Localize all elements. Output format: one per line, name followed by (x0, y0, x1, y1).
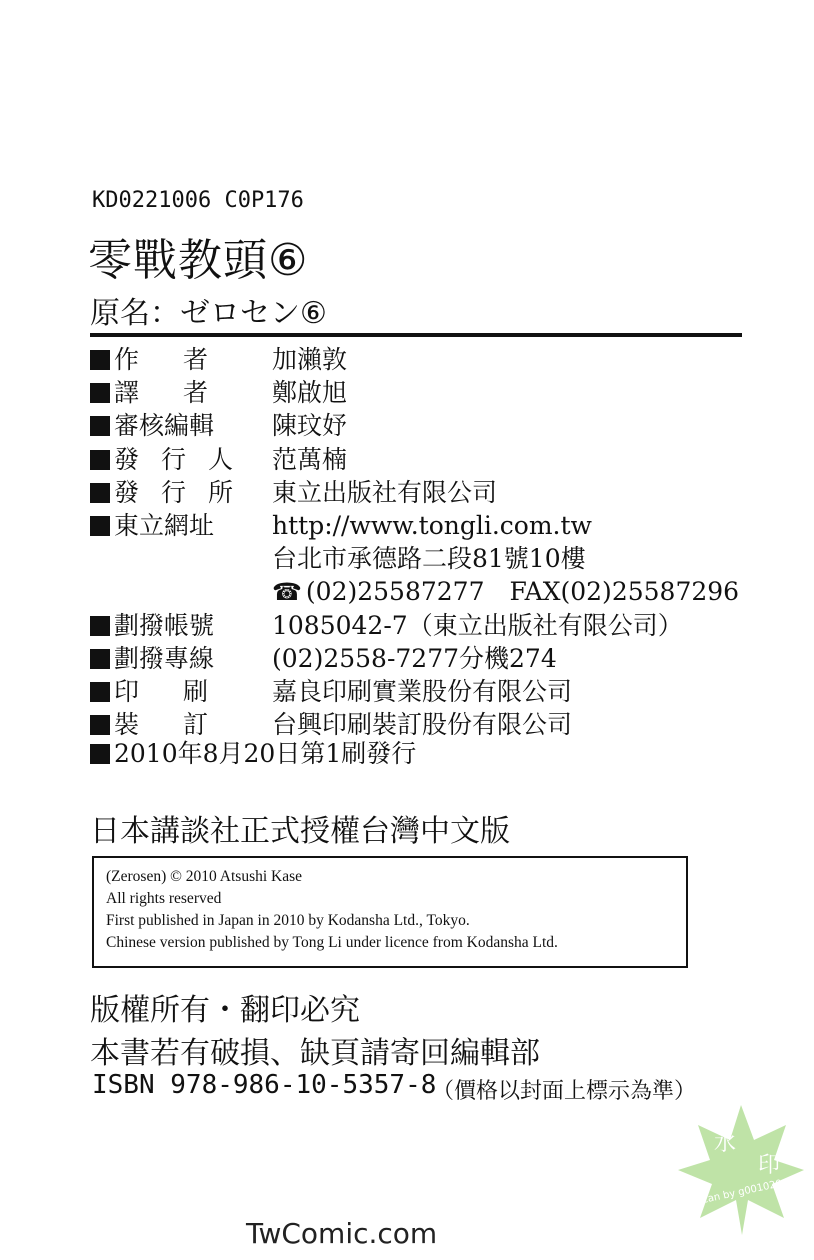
credit-row (90, 344, 348, 376)
credit-value (272, 377, 347, 409)
credit-row (90, 410, 348, 442)
credit-value-text: 鄭啟旭 (272, 378, 348, 408)
copyright-line: First published in Japan in 2010 by Kodansha Ltd., Tokyo. (106, 912, 470, 929)
credit-label: 審核編輯 (114, 411, 215, 441)
credit-value-text: (02)2558-7277分機274 (272, 643, 557, 673)
divider-rule (90, 333, 742, 337)
credit-row (90, 377, 348, 409)
credit-value (272, 676, 572, 708)
credit-label: 劃撥專線 (114, 643, 215, 673)
credit-value-text: 東立出版社有限公司 (272, 477, 498, 507)
bullet-square-icon (90, 616, 110, 636)
copyright-line: All rights reserved (106, 890, 222, 907)
watermark-scan-credit: Scan by g001020 (695, 1178, 784, 1208)
credit-label: 發行所 (114, 477, 256, 507)
credit-row (90, 643, 557, 675)
credit-value-text: 台興印刷裝訂股份有限公司 (272, 710, 573, 740)
credit-row (90, 477, 498, 509)
credit-value-text: 范萬楠 (272, 444, 348, 474)
credit-value (272, 344, 347, 376)
copyright-line: (Zerosen) © 2010 Atsushi Kase (106, 868, 303, 885)
credit-value (272, 510, 592, 542)
credit-label: 印刷 (114, 677, 253, 706)
credit-row (90, 610, 683, 642)
bullet-square-icon (90, 516, 110, 536)
catalog-code: KD0221006 C0P176 (92, 188, 304, 213)
watermark-char: 印 (758, 1153, 781, 1178)
credit-row (90, 510, 592, 542)
credit-value-text: 台北市承德路二段81號10樓 (272, 544, 586, 574)
credit-value (272, 543, 586, 575)
bullet-square-icon (90, 350, 110, 370)
original-title: 原名：ゼロセン⑥ (90, 296, 327, 331)
credit-row (90, 444, 348, 476)
credit-value (272, 576, 739, 608)
bullet-square-icon (90, 744, 110, 764)
isbn-number: ISBN 978-986-10-5357-8 (92, 1070, 437, 1100)
credit-row (90, 709, 573, 741)
bullet-square-icon (90, 715, 110, 735)
copyright-box (92, 856, 688, 968)
credit-label: 作者 (114, 345, 253, 374)
credit-label: 東立網址 (114, 511, 215, 540)
first-print-date: 2010年8月20日第1刷發行 (114, 739, 417, 768)
bullet-square-icon (90, 383, 110, 403)
credit-value-text: 陳玟妤 (272, 411, 348, 441)
credit-label: 劃撥帳號 (114, 610, 215, 640)
credit-value-text: (02)25587277 FAX(02)25587296 (305, 577, 740, 607)
bullet-square-icon (90, 682, 110, 702)
first-print-row (90, 738, 416, 770)
bullet-square-icon (90, 483, 110, 503)
damage-notice: 本書若有破損、缺頁請寄回編輯部 (90, 1036, 540, 1071)
site-name: TwComic.com (246, 1217, 438, 1250)
credit-value (272, 709, 572, 741)
credit-value-text: 加瀨敦 (272, 345, 348, 374)
credit-value (272, 610, 683, 642)
credit-value (272, 410, 347, 442)
credit-label: 發行人 (114, 444, 256, 474)
credit-label: 裝訂 (114, 710, 253, 740)
bullet-square-icon (90, 649, 110, 669)
credit-row (90, 676, 573, 708)
credit-value-text: 嘉良印刷實業股份有限公司 (272, 677, 573, 706)
maple-leaf-watermark-icon (676, 1100, 806, 1240)
rights-notice: 版權所有・翻印必究 (90, 993, 360, 1028)
price-note: （價格以封面上標示為準） (432, 1079, 697, 1104)
license-statement: 日本講談社正式授權台灣中文版 (90, 814, 510, 849)
credit-value-text: 1085042-7（東立出版社有限公司） (272, 610, 683, 640)
bullet-square-icon (90, 416, 110, 436)
credit-value (272, 643, 557, 675)
watermark-char: 水 (714, 1131, 737, 1156)
book-title: 零戰教頭⑥ (88, 235, 309, 286)
copyright-line: Chinese version published by Tong Li under licence from Kodansha Ltd. (106, 934, 558, 951)
credit-value (272, 477, 497, 509)
credit-label: 譯者 (114, 378, 253, 408)
bullet-square-icon (90, 450, 110, 470)
telephone-icon: ☎ (272, 578, 302, 607)
credit-value (272, 444, 347, 476)
credit-value-text: http://www.tongli.com.tw (272, 511, 592, 540)
